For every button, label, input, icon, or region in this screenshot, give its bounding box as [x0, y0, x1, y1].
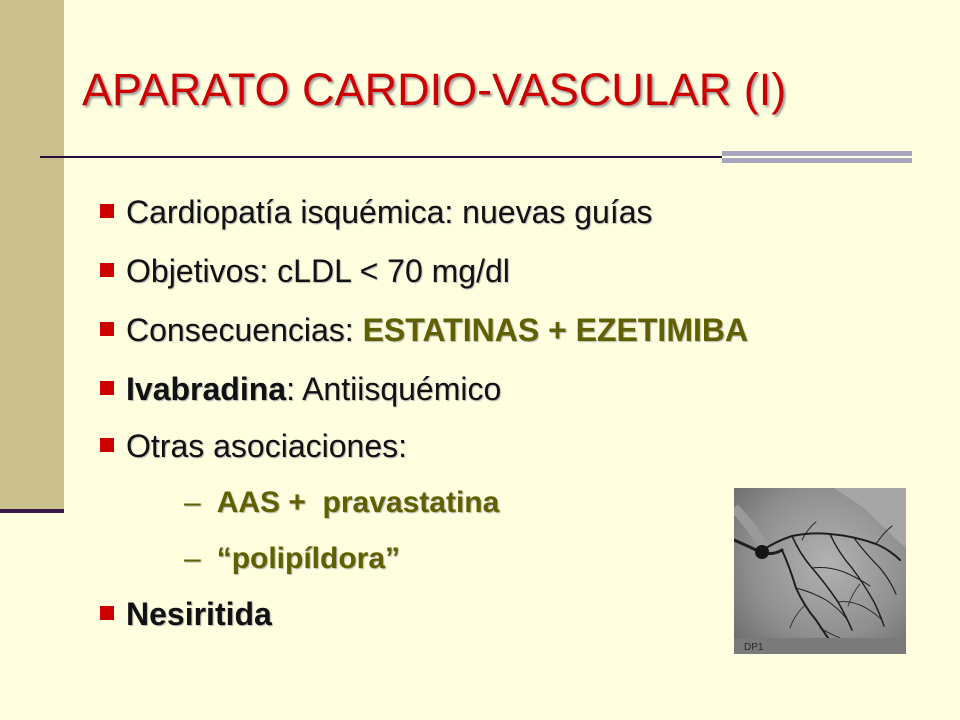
- bullet-text: : Antiisquémico: [286, 371, 502, 407]
- bullet-emphasis: Ivabradina: [126, 371, 287, 407]
- bullet-emphasis: ESTATINAS + EZETIMIBA: [362, 312, 749, 348]
- bullet-item-objetivos: [100, 253, 510, 290]
- bullet-item-cardiopatia: [100, 194, 653, 231]
- bullet-emphasis: Nesiritida: [126, 596, 272, 632]
- sub-bullet-text: “polipíldora”: [216, 542, 401, 575]
- bullet-text: Objetivos: cLDL < 70 mg/dl: [126, 253, 510, 289]
- dash-marker: –: [184, 542, 201, 575]
- bullet-text: Otras asociaciones:: [126, 428, 408, 464]
- sub-bullet-polipildora: [184, 542, 400, 576]
- bullet-item-otras-asociaciones: [100, 428, 407, 465]
- bullet-square-icon: [100, 381, 114, 395]
- angiogram-caption: DP1: [744, 642, 764, 653]
- sub-bullet-text: AAS + pravastatina: [216, 486, 500, 519]
- bullet-square-icon: [100, 322, 114, 336]
- angiogram-illustration: [734, 488, 906, 654]
- title-underline-accent: [722, 151, 912, 163]
- sub-bullet-aas: [184, 486, 499, 520]
- left-decorative-band: [0, 0, 64, 510]
- bullet-item-nesiritida: [100, 596, 272, 633]
- coronary-angiogram-image: [734, 488, 906, 654]
- bullet-square-icon: [100, 263, 114, 277]
- left-band-rule: [0, 509, 64, 513]
- bullet-square-icon: [100, 606, 114, 620]
- bullet-text: Consecuencias:: [126, 312, 363, 348]
- bullet-item-consecuencias: [100, 312, 748, 349]
- bullet-item-ivabradina: [100, 371, 501, 408]
- bullet-square-icon: [100, 204, 114, 218]
- bullet-text: Cardiopatía isquémica: nuevas guías: [126, 194, 653, 230]
- slide-title: APARATO CARDIO-VASCULAR (I): [82, 64, 787, 115]
- bullet-square-icon: [100, 438, 114, 452]
- dash-marker: –: [184, 486, 201, 519]
